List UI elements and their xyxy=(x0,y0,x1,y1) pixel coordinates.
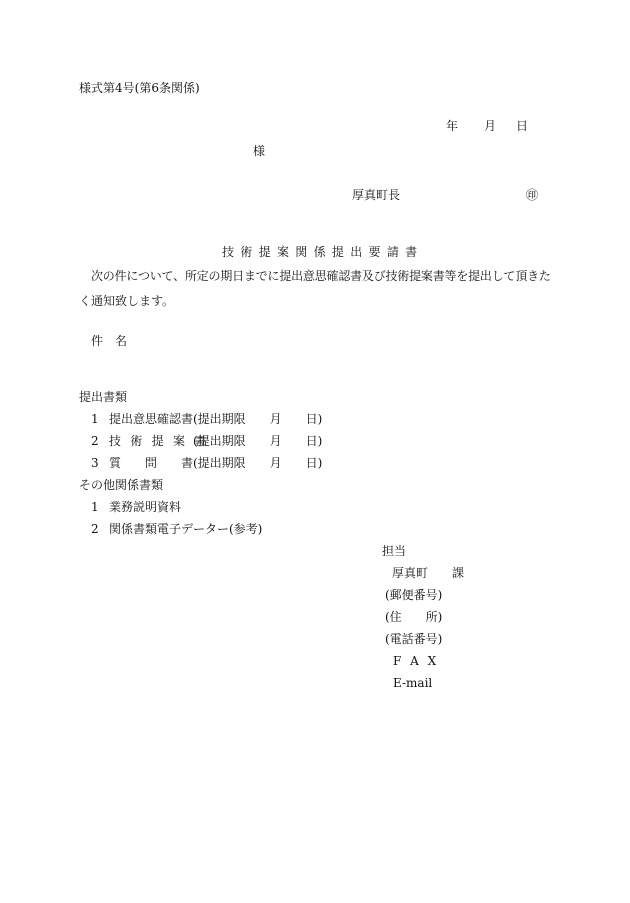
item-number: 1 xyxy=(91,500,99,514)
other-document-item xyxy=(0,523,630,537)
item-deadline: (提出期限 月 日) xyxy=(193,434,323,448)
item-name: 提出意思確認書 xyxy=(109,412,194,426)
addressee-suffix: 様 xyxy=(253,144,266,158)
item-name: 技 術 提 案 書 xyxy=(109,434,207,448)
submission-documents-heading: 提出書類 xyxy=(79,390,128,404)
item-deadline: (提出期限 月 日) xyxy=(193,456,323,470)
contact-department-town: 厚真町 xyxy=(392,566,429,580)
seal-mark: ㊞ xyxy=(526,188,539,202)
contact-department-suffix: 課 xyxy=(452,566,465,580)
submission-item xyxy=(0,435,630,449)
item-name: 業務説明資料 xyxy=(109,500,182,514)
submission-item xyxy=(0,457,630,471)
date-day-label: 日 xyxy=(516,119,529,133)
contact-phone-label: (電話番号) xyxy=(385,632,443,646)
body-text-line-1: 次の件について、所定の期日までに提出意思確認書及び技術提案書等を提出して頂きた xyxy=(91,269,551,283)
body-text-line-2: く通知致します。 xyxy=(79,294,175,308)
item-number: 1 xyxy=(91,412,99,426)
item-number: 2 xyxy=(91,522,99,536)
contact-fax-label: F A X xyxy=(393,654,437,668)
item-name: 関係書類電子データー(参考) xyxy=(109,522,263,536)
form-number: 様式第4号(第6条関係) xyxy=(79,81,200,95)
item-number: 2 xyxy=(91,434,99,448)
contact-address-label: (住 所) xyxy=(385,610,443,624)
contact-postal-code-label: (郵便番号) xyxy=(385,588,443,602)
submission-item xyxy=(0,413,630,427)
other-document-item xyxy=(0,501,630,515)
contact-heading: 担当 xyxy=(382,544,407,558)
document-title: 技 術 提 案 関 係 提 出 要 請 書 xyxy=(222,245,418,259)
date-year-label: 年 xyxy=(446,119,459,133)
item-number: 3 xyxy=(91,456,99,470)
subject-label: 件 名 xyxy=(91,334,128,348)
date-month-label: 月 xyxy=(484,119,497,133)
contact-email-label: E-mail xyxy=(393,676,433,690)
issuer-name: 厚真町長 xyxy=(352,188,401,202)
item-deadline: (提出期限 月 日) xyxy=(193,412,323,426)
item-name: 質 問 書 xyxy=(109,456,194,470)
other-documents-heading: その他関係書類 xyxy=(79,478,164,492)
